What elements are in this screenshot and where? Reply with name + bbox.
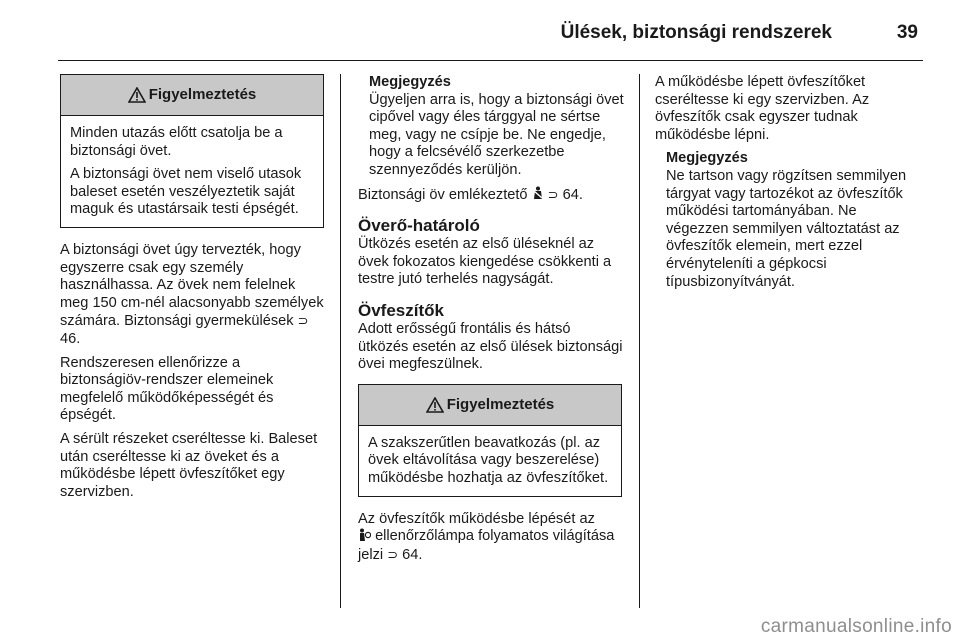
note-text: Ne tartson vagy rögzítsen semmilyen tárgyat vagy tartozékot az övfeszítők működési tartományában. Ne végezzen semmilyen változtatást az övfeszítők elemein, mert ezzel érvényteleníti a gépkocsi típusbizonyítványát. xyxy=(666,167,907,290)
reference-arrow-icon: ⊃ xyxy=(547,186,559,202)
paragraph-text: Az övfeszítők működésbe lépését az xyxy=(358,510,595,527)
warning-header xyxy=(61,75,323,116)
body-paragraph: A működésbe lépett övfeszítőket cseréltesse ki egy szervizben. Az övfeszítők csak egyszer tudnak működésbe lépni. xyxy=(655,74,870,143)
warning-triangle-icon xyxy=(426,397,444,413)
header-rule xyxy=(58,60,923,61)
watermark: carmanualsonline.info xyxy=(760,616,952,637)
warning-text: Minden utazás előtt csatolja be a biztonsági övet. xyxy=(70,125,283,159)
column-divider xyxy=(340,74,341,608)
warning-header xyxy=(359,385,621,426)
warning-title: Figyelmeztetés xyxy=(446,395,555,413)
paragraph-text: Biztonsági öv emlékeztető xyxy=(358,186,528,203)
column-2 xyxy=(358,74,624,570)
reference-arrow-icon: ⊃ xyxy=(297,313,309,329)
body-paragraph: Rendszeresen ellenőrizze a biztonságiöv-rendszer elemeinek megfelelő működőképességét és épségét. xyxy=(60,354,274,424)
warning-triangle-icon xyxy=(128,87,146,103)
page-reference: 46. xyxy=(60,330,81,347)
note-block xyxy=(369,74,624,180)
paragraph-text: A biztonsági övet úgy tervezték, hogy egyszerre csak egy személy használhassa. Az övek nem felelnek meg 150 cm-nél alacsonyabb személyek számára. Biztonsági gyermekülések xyxy=(60,241,324,330)
page-reference: 64. xyxy=(402,546,423,563)
body-paragraph: Adott erősségű frontális és hátsó ütközés esetén az első ülések biztonsági övei megfeszülnek. xyxy=(358,320,623,373)
section-heading: Övfeszítők xyxy=(358,300,444,320)
column-3 xyxy=(655,74,921,297)
column-1 xyxy=(60,74,326,507)
page-title: Ülések, biztonsági rendszerek xyxy=(560,22,832,43)
warning-text: A szakszerűtlen beavatkozás (pl. az övek eltávolítása vagy beszerelése) működésbe hozhatja az övfeszítőket. xyxy=(368,434,609,486)
paragraph-text: ellenőrzőlámpa folyamatos világítása jelzi xyxy=(358,528,615,563)
reference-arrow-icon: ⊃ xyxy=(387,546,399,562)
warning-text: A biztonsági övet nem viselő utasok baleset esetén veszélyeztetik saját maguk és utastársaik testi épségét. xyxy=(70,166,302,218)
body-paragraph: Ütközés esetén az első üléseknél az övek fokozatos kiengedése csökkenti a testre jutó terhelés nagyságát. xyxy=(358,236,612,288)
body-paragraph xyxy=(60,242,326,349)
section-heading: Överő-határoló xyxy=(358,216,480,236)
page-header xyxy=(0,0,960,60)
note-block xyxy=(666,150,921,291)
body-paragraph xyxy=(358,186,624,205)
warning-box xyxy=(60,74,324,228)
body-paragraph: A sérült részeket cseréltesse ki. Baleset után cseréltesse ki az öveket és a működésbe lépett övfeszítőket egy szervizben. xyxy=(60,430,318,500)
warning-box xyxy=(358,384,622,497)
body-paragraph xyxy=(358,511,624,565)
airbag-lamp-icon xyxy=(358,528,371,542)
warning-title: Figyelmeztetés xyxy=(148,86,257,104)
seatbelt-reminder-icon xyxy=(532,186,544,201)
page-reference: 64. xyxy=(562,186,583,203)
note-text: Ügyeljen arra is, hogy a biztonsági övet cipővel vagy éles tárggyal ne sértse meg, vagy ne csípje be. Ne engedje, hogy a felcsévélő szerkezetbe szennyeződés kerüljön. xyxy=(369,91,624,178)
column-divider xyxy=(639,74,640,608)
page-number: 39 xyxy=(896,22,918,43)
note-title: Megjegyzés xyxy=(369,74,451,90)
note-title: Megjegyzés xyxy=(666,150,748,167)
